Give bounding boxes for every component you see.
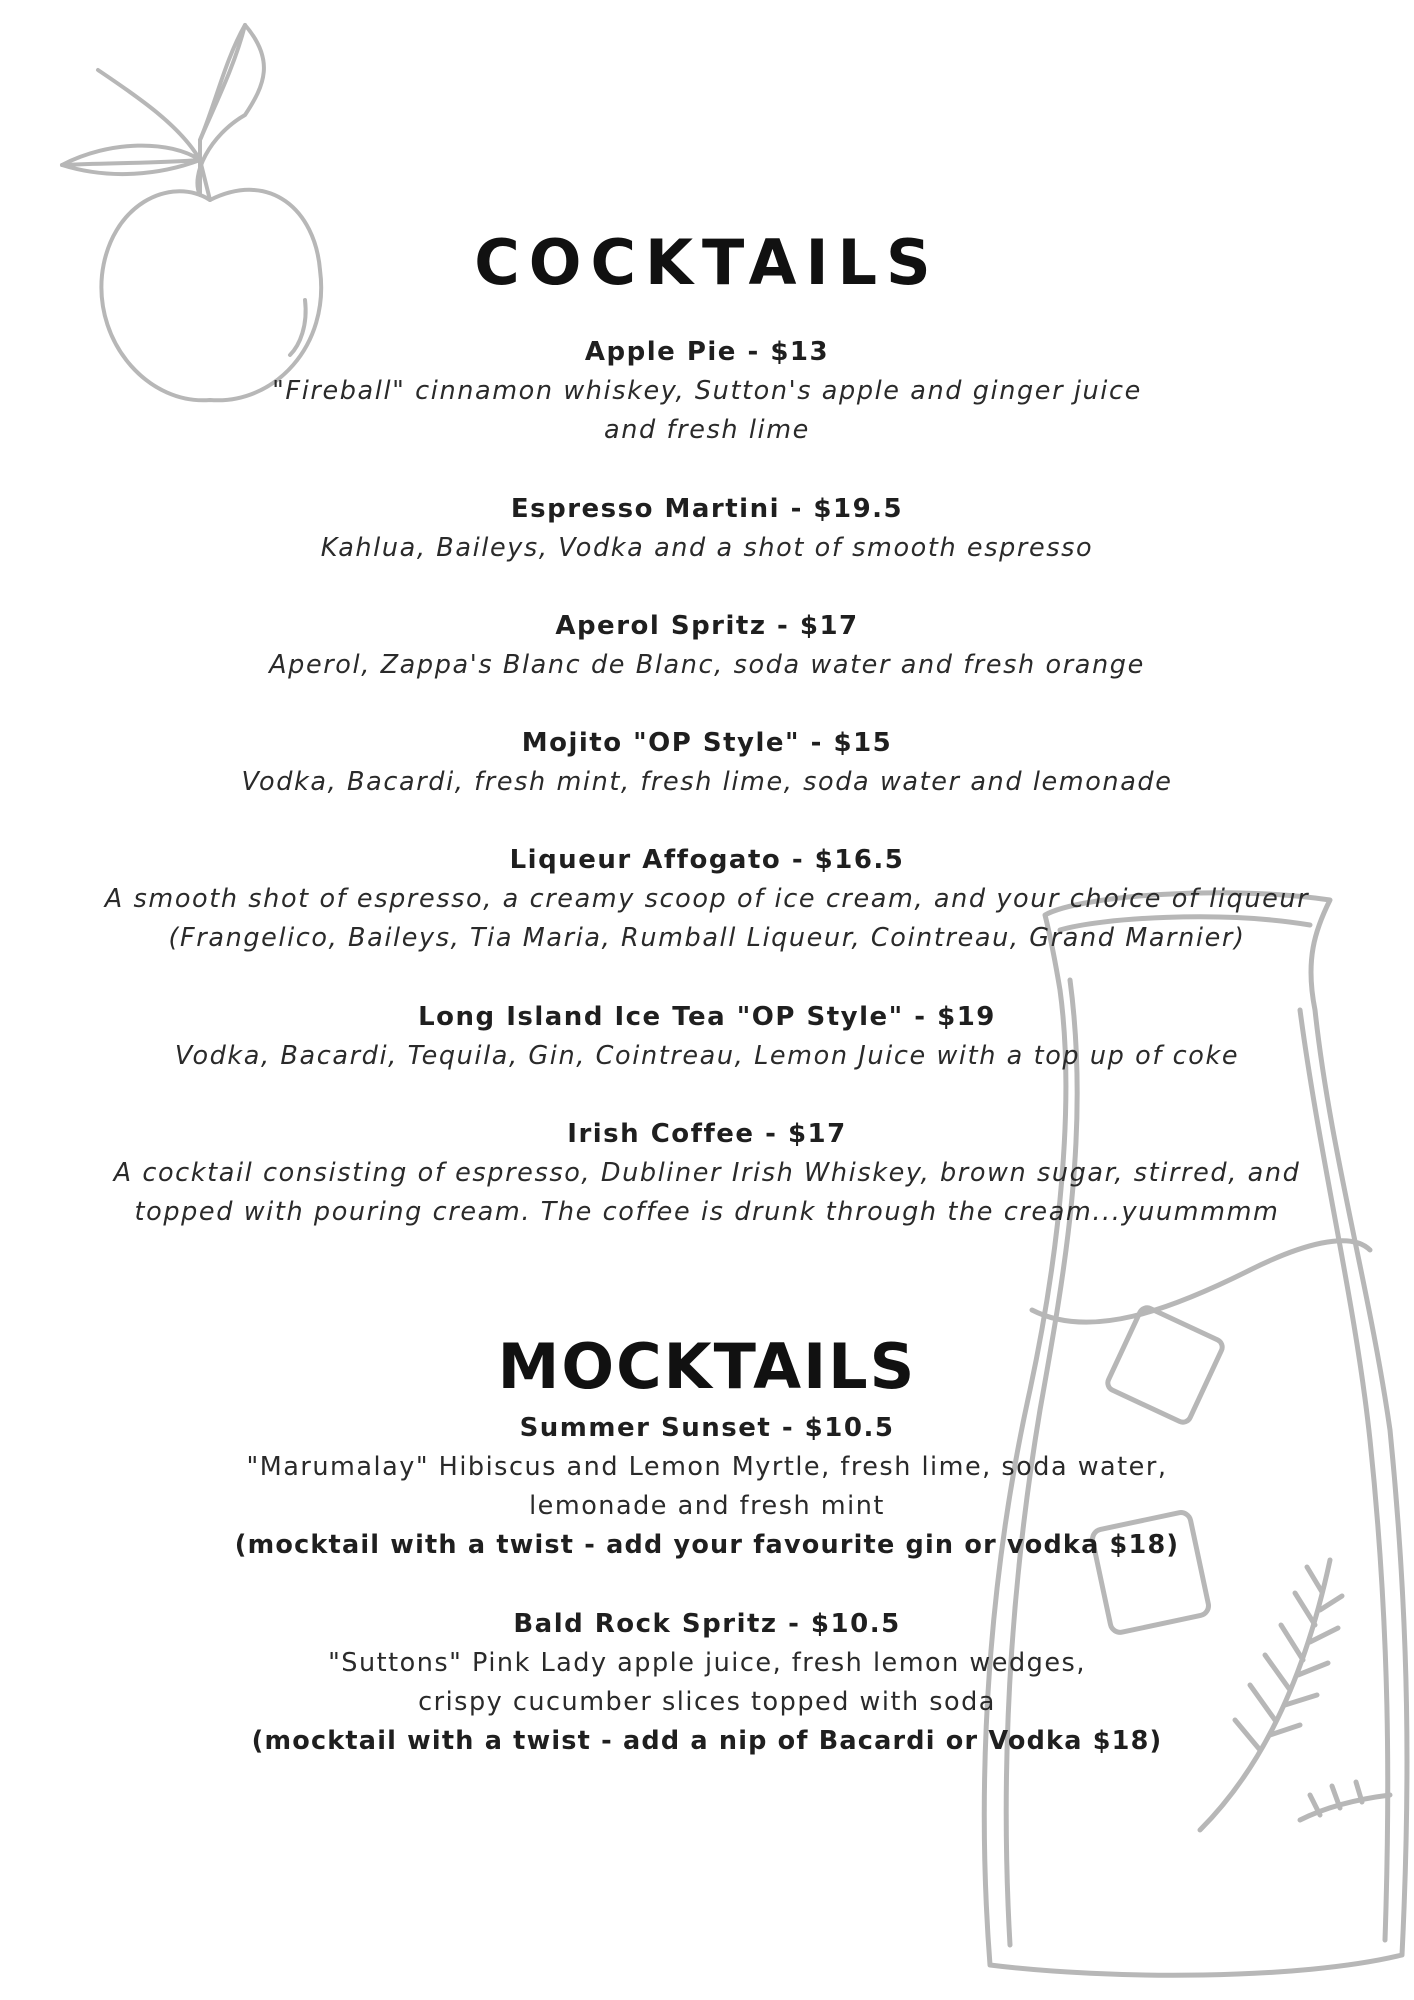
item-description bbox=[0, 646, 1414, 685]
description-line: crispy cucumber slices topped with soda bbox=[418, 1687, 996, 1717]
cocktail-long-island-ice-tea bbox=[0, 998, 1414, 1076]
description-line: topped with pouring cream. The coffee is drunk through the cream...yuummmm bbox=[134, 1197, 1280, 1227]
item-title: Liqueur Affogato - $16.5 bbox=[509, 845, 905, 875]
description-line: Aperol, Zappa's Blanc de Blanc, soda water and fresh orange bbox=[269, 650, 1145, 680]
item-title: Bald Rock Spritz - $10.5 bbox=[513, 1609, 901, 1639]
item-title: Long Island Ice Tea "OP Style" - $19 bbox=[418, 1002, 996, 1032]
cocktails-heading: COCKTAILS bbox=[474, 226, 940, 299]
cocktail-aperol-spritz bbox=[0, 607, 1414, 685]
description-line: "Marumalay" Hibiscus and Lemon Myrtle, fresh lime, soda water, bbox=[246, 1452, 1168, 1482]
description-line: A smooth shot of espresso, a creamy scoop of ice cream, and your choice of liqueur bbox=[104, 884, 1310, 914]
description-line: "Suttons" Pink Lady apple juice, fresh lemon wedges, bbox=[328, 1648, 1086, 1678]
description-line: Kahlua, Baileys, Vodka and a shot of smooth espresso bbox=[320, 533, 1094, 563]
item-title: Irish Coffee - $17 bbox=[567, 1119, 847, 1149]
item-title: Summer Sunset - $10.5 bbox=[519, 1413, 895, 1443]
description-line: "Fireball" cinnamon whiskey, Sutton's apple and ginger juice bbox=[272, 376, 1142, 406]
item-title: Apple Pie - $13 bbox=[584, 337, 830, 367]
mocktail-summer-sunset bbox=[0, 1409, 1414, 1565]
item-description bbox=[0, 763, 1414, 802]
item-description bbox=[0, 1037, 1414, 1076]
twist-note: (mocktail with a twist - add a nip of Bacardi or Vodka $18) bbox=[251, 1726, 1163, 1756]
item-title: Aperol Spritz - $17 bbox=[555, 611, 859, 641]
cocktail-apple-pie bbox=[0, 333, 1414, 450]
description-line: Vodka, Bacardi, Tequila, Gin, Cointreau, Lemon Juice with a top up of coke bbox=[174, 1041, 1240, 1071]
cocktail-mojito bbox=[0, 724, 1414, 802]
item-title: Espresso Martini - $19.5 bbox=[510, 494, 904, 524]
mocktails-heading: MOCKTAILS bbox=[497, 1330, 917, 1403]
cocktail-espresso-martini bbox=[0, 490, 1414, 568]
item-description bbox=[0, 1644, 1414, 1722]
item-description bbox=[0, 1154, 1414, 1232]
description-line: and fresh lime bbox=[604, 415, 810, 445]
item-description bbox=[0, 1448, 1414, 1526]
item-description bbox=[0, 372, 1414, 450]
description-line: Vodka, Bacardi, fresh mint, fresh lime, soda water and lemonade bbox=[241, 767, 1173, 797]
item-description bbox=[0, 880, 1414, 958]
item-title: Mojito "OP Style" - $15 bbox=[521, 728, 893, 758]
description-line: A cocktail consisting of espresso, Dubliner Irish Whiskey, brown sugar, stirred, and bbox=[113, 1158, 1301, 1188]
cocktail-irish-coffee bbox=[0, 1115, 1414, 1232]
mocktail-bald-rock-spritz bbox=[0, 1605, 1414, 1761]
cocktail-liqueur-affogato bbox=[0, 841, 1414, 958]
item-description bbox=[0, 529, 1414, 568]
description-line: lemonade and fresh mint bbox=[529, 1491, 885, 1521]
description-line: (Frangelico, Baileys, Tia Maria, Rumball Liqueur, Cointreau, Grand Marnier) bbox=[168, 923, 1246, 953]
twist-note: (mocktail with a twist - add your favourite gin or vodka $18) bbox=[234, 1530, 1180, 1560]
